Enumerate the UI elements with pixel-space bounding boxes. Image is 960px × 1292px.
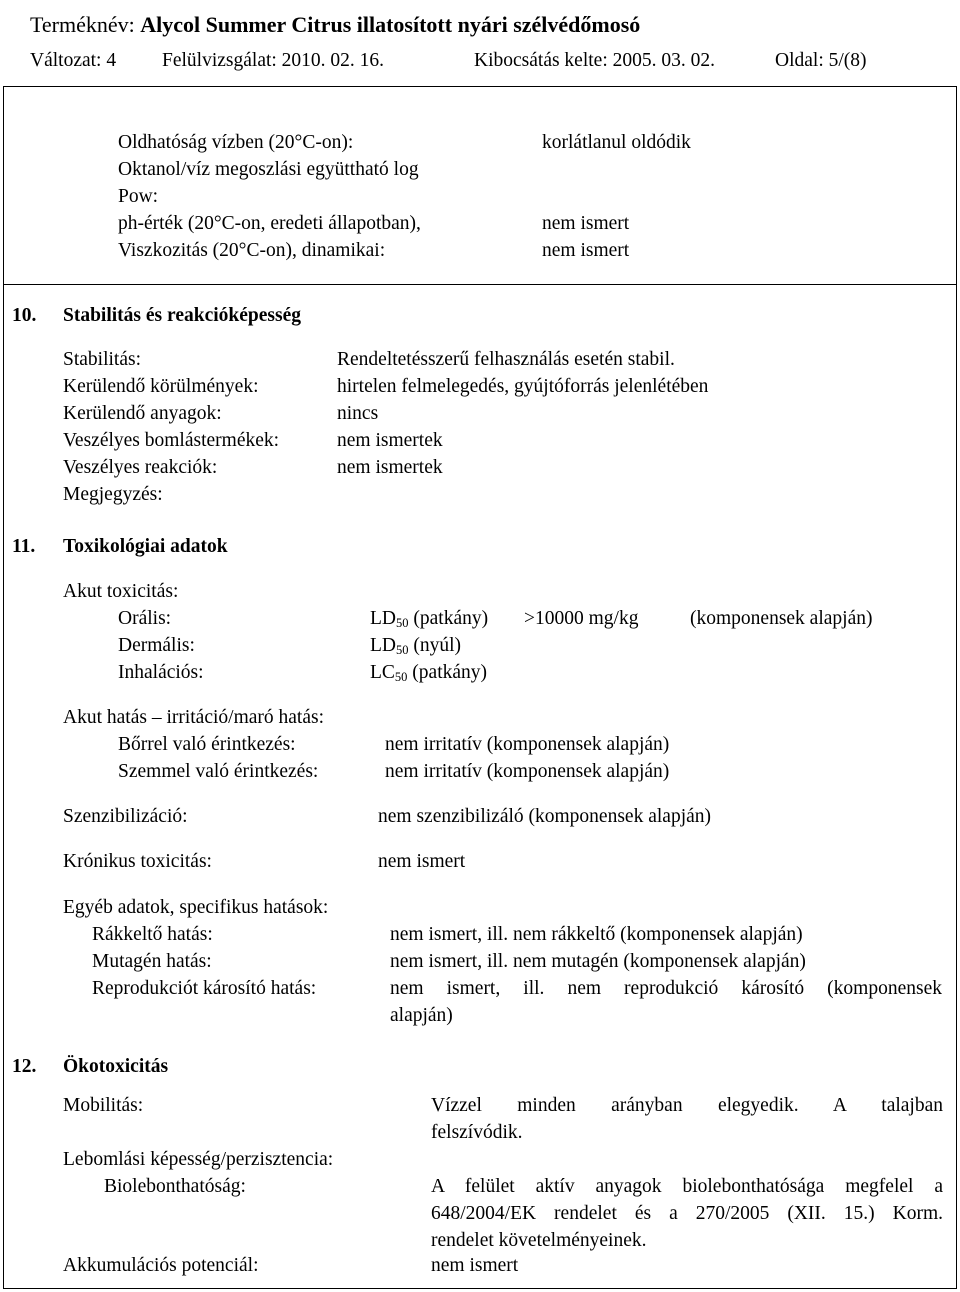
accumulation-value: nem ismert bbox=[431, 1255, 519, 1276]
ph-label: ph-érték (20°C-on, eredeti állapotban), bbox=[118, 213, 421, 234]
header-revision: Felülvizsgálat: 2010. 02. 16. bbox=[162, 50, 385, 71]
sensitization-value: nem szenzibilizáló (komponensek alapján) bbox=[378, 806, 712, 827]
reproductive-label: Reprodukciót károsító hatás: bbox=[92, 978, 317, 999]
other-data-label: Egyéb adatok, specifikus hatások: bbox=[63, 897, 329, 918]
eye-contact-value: nem irritatív (komponensek alapján) bbox=[385, 761, 670, 782]
product-label: Terméknév: bbox=[30, 12, 135, 37]
skin-contact-value: nem irritatív (komponensek alapján) bbox=[385, 734, 670, 755]
reactions-value: nem ismertek bbox=[337, 457, 443, 478]
dermal-label: Dermális: bbox=[118, 635, 195, 656]
section-11-number: 11. bbox=[12, 536, 36, 557]
header-version: Változat: 4 bbox=[30, 50, 117, 71]
chronic-toxicity-label: Krónikus toxicitás: bbox=[63, 851, 212, 872]
remark-label: Megjegyzés: bbox=[63, 484, 163, 505]
oral-label: Orális: bbox=[118, 608, 172, 629]
mutagenic-label: Mutagén hatás: bbox=[92, 951, 212, 972]
biodegradability-value-line-1: A felület aktív anyagok biolebonthatósága megfelel a bbox=[431, 1176, 943, 1197]
reproductive-value-line-2: alapján) bbox=[390, 1005, 453, 1026]
section-11-title: Toxikológiai adatok bbox=[63, 536, 228, 557]
viscosity-value: nem ismert bbox=[542, 240, 630, 261]
header-page-number: Oldal: 5/(8) bbox=[775, 50, 867, 71]
inhal-species: (patkány) bbox=[412, 662, 488, 683]
stability-value: Rendeltetésszerű felhasználás esetén stabil. bbox=[337, 349, 675, 370]
dermal-ld-text: LD bbox=[370, 635, 396, 656]
viscosity-label: Viszkozitás (20°C-on), dinamikai: bbox=[118, 240, 386, 261]
inhal-lc-subscript: 50 bbox=[394, 670, 408, 684]
acute-toxicity-label: Akut toxicitás: bbox=[63, 581, 179, 602]
avoid-conditions-label: Kerülendő körülmények: bbox=[63, 376, 259, 397]
dermal-ld50 bbox=[370, 636, 461, 657]
skin-contact-label: Bőrrel való érintkezés: bbox=[118, 734, 296, 755]
mobility-value-line-1: Vízzel minden arányban elegyedik. A talajban bbox=[431, 1095, 943, 1116]
carcinogenic-label: Rákkeltő hatás: bbox=[92, 924, 213, 945]
biodegradability-label: Biolebonthatóság: bbox=[104, 1176, 246, 1197]
product-name: Alycol Summer Citrus illatosított nyári szélvédőmosó bbox=[140, 12, 641, 37]
degradability-label: Lebomlási képesség/perzisztencia: bbox=[63, 1149, 334, 1170]
oral-species: (patkány) bbox=[413, 608, 489, 629]
octanol-label-1: Oktanol/víz megoszlási együttható log bbox=[118, 159, 419, 180]
decomposition-label: Veszélyes bomlástermékek: bbox=[63, 430, 280, 451]
eye-contact-label: Szemmel való érintkezés: bbox=[118, 761, 319, 782]
dermal-ld-subscript: 50 bbox=[396, 643, 409, 657]
octanol-label-2: Pow: bbox=[118, 186, 159, 207]
section-12-number: 12. bbox=[12, 1056, 37, 1077]
ph-value: nem ismert bbox=[542, 213, 630, 234]
oral-ld-subscript: 50 bbox=[396, 616, 409, 630]
inhal-lc-text: LC bbox=[370, 662, 395, 683]
biodegradability-value-line-2: 648/2004/EK rendelet és a 270/2005 (XII. 15.) Korm. bbox=[431, 1203, 943, 1224]
oral-note: (komponensek alapján) bbox=[690, 608, 873, 629]
avoid-conditions-value: hirtelen felmelegedés, gyújtóforrás jelenlétében bbox=[337, 376, 709, 397]
section-10-number: 10. bbox=[12, 305, 37, 326]
chronic-toxicity-value: nem ismert bbox=[378, 851, 466, 872]
section-12-title: Ökotoxicitás bbox=[63, 1056, 169, 1077]
oral-value: >10000 mg/kg bbox=[524, 608, 639, 629]
solubility-value: korlátlanul oldódik bbox=[542, 132, 691, 153]
oral-ld-text: LD bbox=[370, 608, 396, 629]
accumulation-label: Akkumulációs potenciál: bbox=[63, 1255, 259, 1276]
product-name-line bbox=[30, 14, 640, 36]
section-10-title: Stabilitás és reakcióképesség bbox=[63, 305, 301, 326]
solubility-label: Oldhatóság vízben (20°C-on): bbox=[118, 132, 354, 153]
inhalation-label: Inhalációs: bbox=[118, 662, 204, 683]
avoid-materials-label: Kerülendő anyagok: bbox=[63, 403, 222, 424]
mobility-value-line-2: felszívódik. bbox=[431, 1122, 523, 1143]
stability-label: Stabilitás: bbox=[63, 349, 141, 370]
mobility-label: Mobilitás: bbox=[63, 1095, 144, 1116]
dermal-species: (nyúl) bbox=[413, 635, 462, 656]
carcinogenic-value: nem ismert, ill. nem rákkeltő (komponensek alapján) bbox=[390, 924, 803, 945]
decomposition-value: nem ismertek bbox=[337, 430, 443, 451]
acute-effect-label: Akut hatás – irritáció/maró hatás: bbox=[63, 707, 325, 728]
sensitization-label: Szenzibilizáció: bbox=[63, 806, 188, 827]
biodegradability-value-line-3: rendelet követelményeinek. bbox=[431, 1230, 647, 1251]
avoid-materials-value: nincs bbox=[337, 403, 379, 424]
oral-ld50 bbox=[370, 609, 488, 630]
reproductive-value-line-1: nem ismert, ill. nem reprodukció károsító (komponensek bbox=[390, 978, 942, 999]
header-issue-date: Kibocsátás kelte: 2005. 03. 02. bbox=[474, 50, 715, 71]
mutagenic-value: nem ismert, ill. nem mutagén (komponensek alapján) bbox=[390, 951, 806, 972]
reactions-label: Veszélyes reakciók: bbox=[63, 457, 218, 478]
inhalation-lc50 bbox=[370, 663, 487, 684]
